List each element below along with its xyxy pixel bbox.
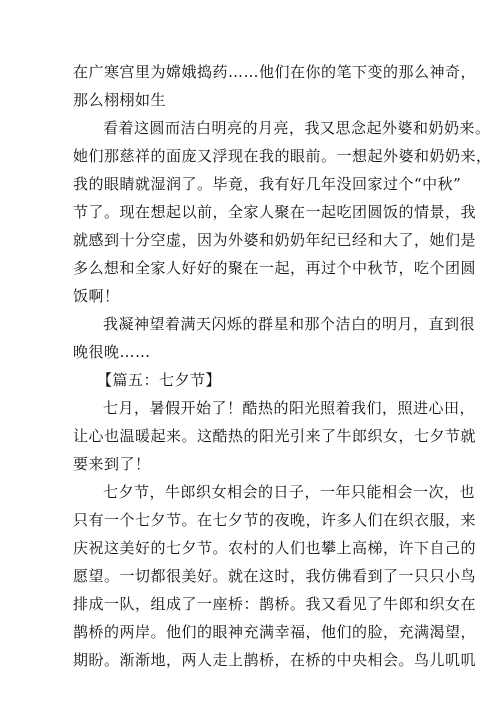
text-line-22: 期盼。渐渐地，两人走上鹊桥，在桥的中央相会。鸟儿叽叽 [73,651,477,669]
text-line-6: 节了。现在想起以前，全家人聚在一起吃团圆饭的情景，我 [73,203,477,221]
text-line-15: 要来到了！ [73,455,151,473]
text-line-19: 愿望。一切都很美好。就在这时，我仿佛看到了一只只小鸟 [73,567,477,585]
text-line-4: 她们那慈祥的面庞又浮现在我的眼前。一想起外婆和奶奶来， [73,147,492,165]
text-line-17: 只有一个七夕节。在七夕节的夜晚，许多人们在织衣服，来 [73,511,477,529]
text-line-5: 我的眼睛就湿润了。毕竟，我有好几年没回家过个“中秋” [73,175,462,193]
text-line-21: 鹊桥的两岸。他们的眼神充满幸福，他们的脸，充满渴望， [73,623,477,641]
paragraph-start-qixi: 七夕节，牛郎织女相会的日子，一年只能相会一次，也 [103,483,476,501]
text-line-2: 那么栩栩如生 [73,91,167,109]
text-line-9: 饭啊！ [73,287,120,305]
text-line-11: 晚很晚…… [73,343,151,361]
text-line-7: 就感到十分空虚，因为外婆和奶奶年纪已经和大了，她们是 [73,231,477,249]
paragraph-start-stars: 我凝神望着满天闪烁的群星和那个洁白的明月，直到很 [103,315,476,333]
section-heading: 【篇五：七夕节】 [97,371,222,389]
text-line-14: 让心也温暖起来。这酷热的阳光引来了牛郎织女，七夕节就 [73,427,477,445]
text-line-20: 排成一队，组成了一座桥：鹊桥。我又看见了牛郎和织女在 [73,595,477,613]
document-page [73,58,492,674]
text-line-18: 庆祝这美好的七夕节。农村的人们也攀上高梯，许下自己的 [73,539,477,557]
text-line-1: 在广寒宫里为嫦娥捣药……他们在你的笔下变的那么神奇， [73,63,477,81]
paragraph-start-july: 七月，暑假开始了！酷热的阳光照着我们，照进心田， [103,399,476,417]
paragraph-start-moon: 看着这圆而洁白明亮的月亮，我又思念起外婆和奶奶来。 [103,119,491,137]
text-line-8: 多么想和全家人好好的聚在一起，再过个中秋节，吃个团圆 [73,259,477,277]
